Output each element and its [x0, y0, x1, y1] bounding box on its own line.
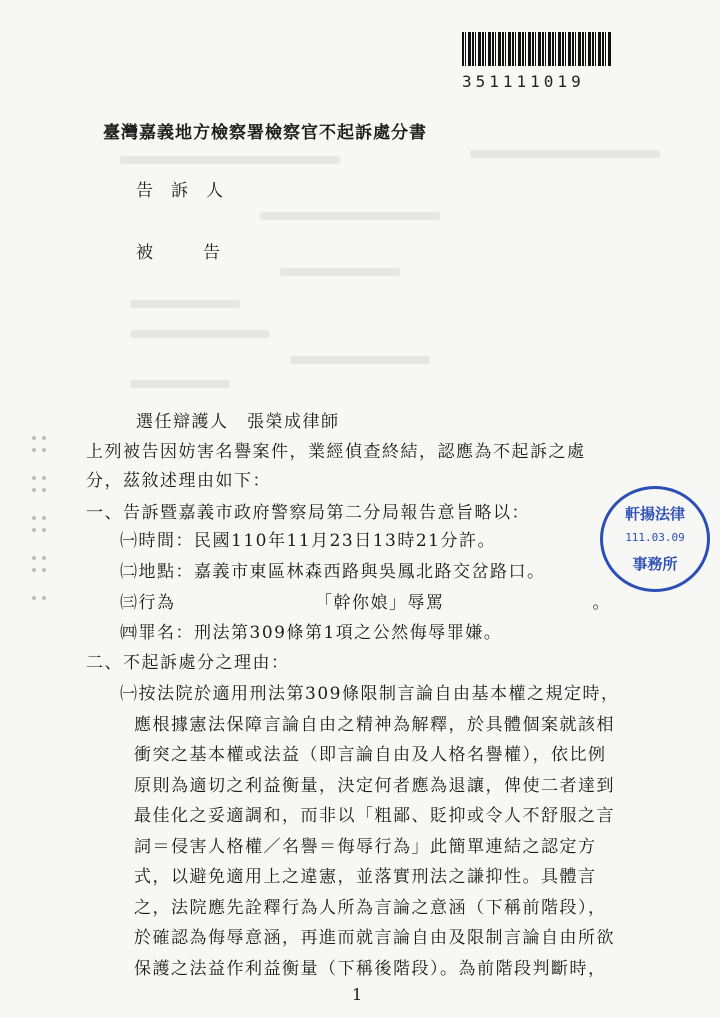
ghost-text [470, 150, 660, 158]
body-line: 衝突之基本權或法益（即言論自由及人格名譽權），依比例 [134, 745, 607, 765]
barcode [462, 32, 612, 66]
stamp-top-text: 軒揚法律 [624, 505, 685, 523]
body-line: ㈣罪名：刑法第309條第1項之公然侮辱罪嫌。 [120, 623, 503, 643]
ghost-text [290, 356, 430, 364]
law-firm-stamp [600, 486, 710, 592]
section-heading: 二、不起訴處分之理由： [86, 653, 290, 673]
ghost-text [130, 300, 240, 308]
body-line: ㈢行為 「幹你娘」辱罵 。 [120, 593, 611, 613]
ghost-text [260, 212, 440, 220]
body-line: 分，茲敘述理由如下： [86, 471, 271, 491]
ghost-text [280, 268, 400, 276]
body-line: ㈡地點：嘉義市東區林森西路與吳鳳北路交岔路口。 [120, 562, 546, 582]
body-line: 保護之法益作利益衡量（下稱後階段）。為前階段判斷時， [134, 959, 607, 979]
page-number: 1 [352, 985, 363, 1004]
stamp-bottom-text: 事務所 [632, 555, 678, 573]
defense-counsel: 選任辯護人 張榮成律師 [136, 412, 340, 432]
body-line: 上列被告因妨害名譽案件，業經偵查終結，認應為不起訴之處 [86, 442, 586, 462]
body-line: 詞＝侵害人格權／名譽＝侮辱行為」此簡單連結之認定方 [134, 837, 597, 857]
ghost-text [130, 380, 230, 388]
defendant-label: 被告 [136, 243, 270, 263]
section-heading: 一、告訴暨嘉義市政府警察局第二分局報告意旨略以： [86, 503, 530, 523]
body-line: 於確認為侮辱意涵，再進而就言論自由及限制言論自由所欲 [134, 928, 615, 948]
body-line: 式，以避免適用上之違憲，並落實刑法之謙抑性。具體言 [134, 867, 597, 887]
body-line: 應根據憲法保障言論自由之精神為解釋，於具體個案就該相 [134, 715, 615, 735]
body-line: 之，法院應先詮釋行為人所為言論之意涵（下稱前階段）， [134, 898, 607, 918]
complainant-label: 告訴人 [136, 181, 241, 201]
body-line: 最佳化之妥適調和，而非以「粗鄙、貶抑或令人不舒服之言 [134, 806, 615, 826]
ghost-text [130, 330, 270, 338]
binding-holes [28, 436, 58, 606]
body-line: ㈠時間：民國110年11月23日13時21分許。 [120, 531, 496, 551]
document-title: 臺灣嘉義地方檢察署檢察官不起訴處分書 [103, 123, 427, 143]
stamp-date: 111.03.09 [625, 531, 685, 544]
body-line: 原則為適切之利益衡量，決定何者應為退讓，俾使二者達到 [134, 776, 615, 796]
barcode-number: 351111019 [462, 72, 585, 91]
body-line: ㈠按法院於適用刑法第309條限制言論自由基本權之規定時， [120, 684, 620, 704]
ghost-text [120, 156, 340, 164]
